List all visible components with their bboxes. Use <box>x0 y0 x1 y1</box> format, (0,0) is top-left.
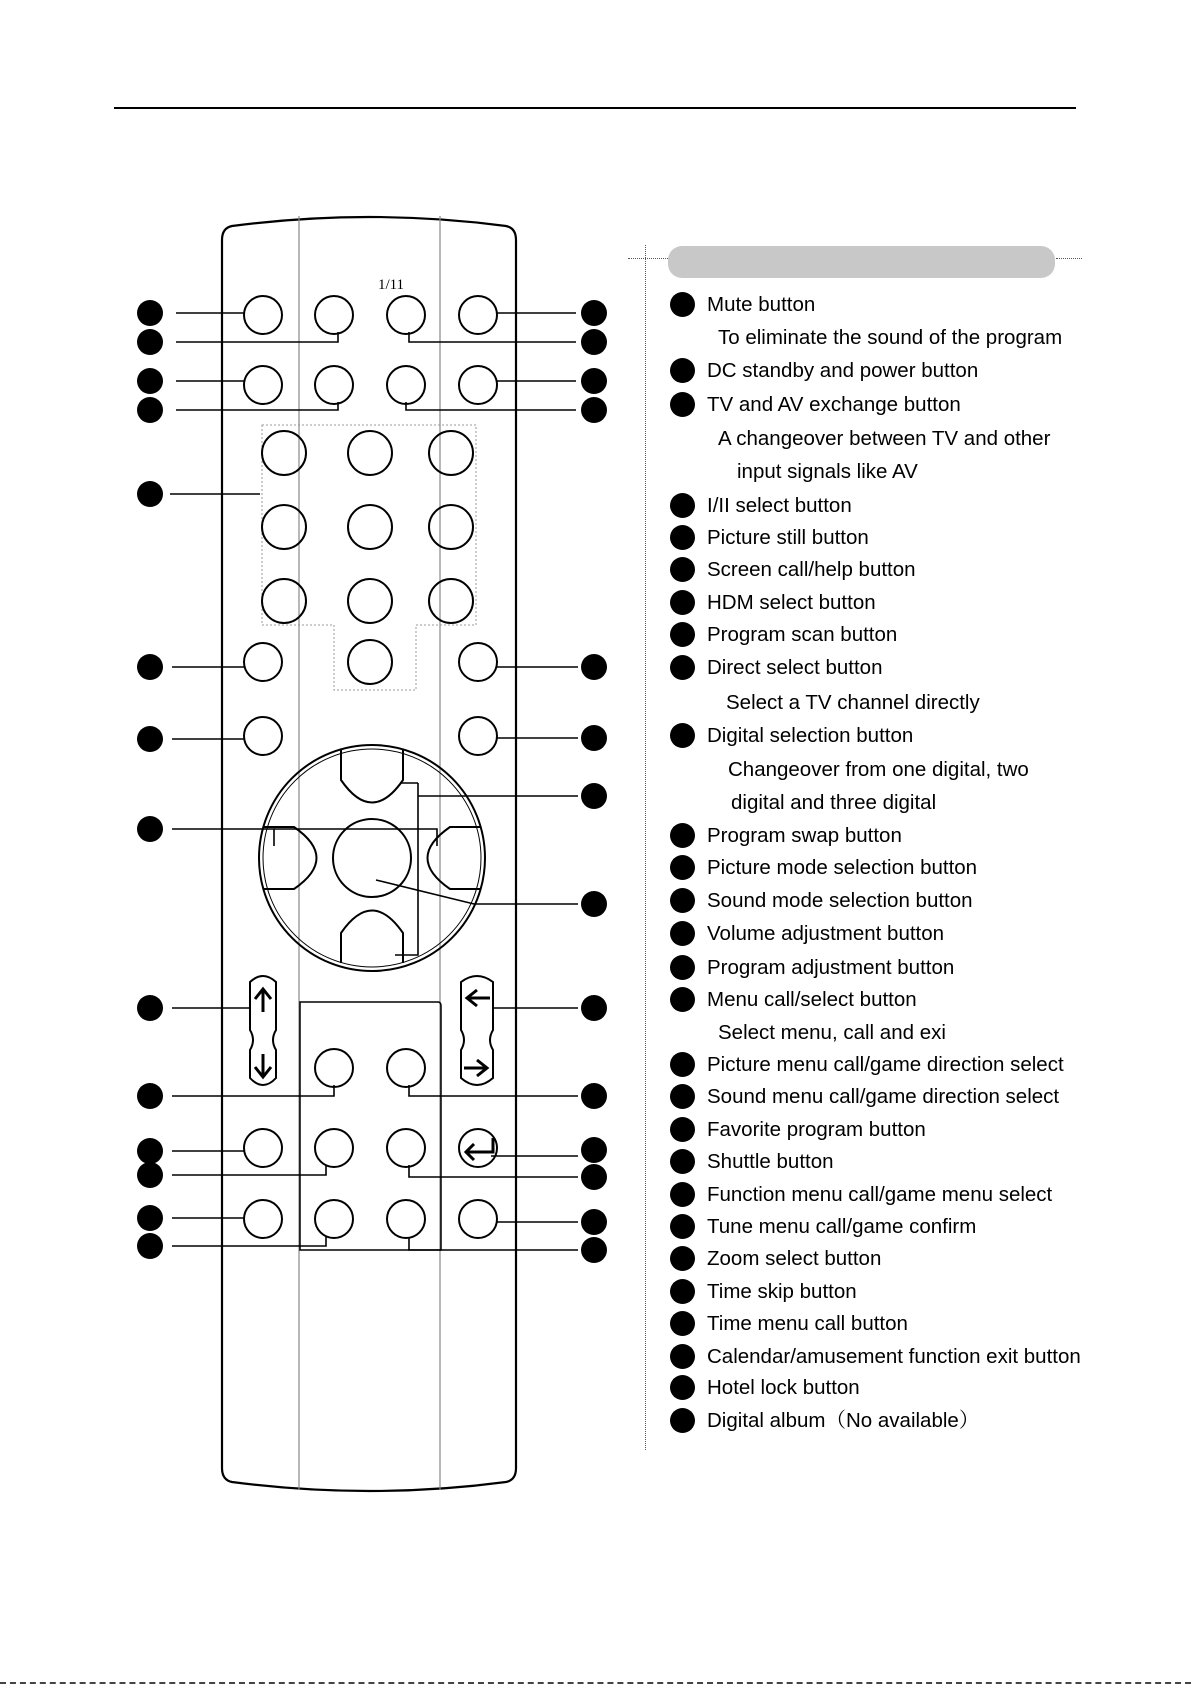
bullet-dot <box>670 292 695 317</box>
description-text: Calendar/amusement function exit button <box>707 1345 1081 1368</box>
description-text: Sound menu call/game direction select <box>707 1085 1060 1108</box>
callout-dot <box>137 329 163 355</box>
nav-right-button[interactable] <box>428 827 481 889</box>
remote-button[interactable] <box>387 366 425 404</box>
bullet-dot <box>670 590 695 615</box>
bullet-dot <box>670 921 695 946</box>
leader-line <box>409 1085 578 1096</box>
callout-dot <box>137 397 163 423</box>
callout-dot <box>137 1138 163 1164</box>
remote-button[interactable] <box>315 366 353 404</box>
bullet-dot <box>670 1246 695 1271</box>
bullet-dot <box>670 1344 695 1369</box>
bullet-dot <box>670 955 695 980</box>
bullet-dot <box>670 655 695 680</box>
bullet-dot <box>670 1279 695 1304</box>
description-text: DC standby and power button <box>707 359 979 382</box>
callout-dot <box>581 368 607 394</box>
callout-dot <box>581 995 607 1021</box>
leader-line <box>172 1237 326 1246</box>
callout-dot <box>137 481 163 507</box>
description-text: Shuttle button <box>707 1150 834 1173</box>
bullet-dot <box>670 1149 695 1174</box>
description-text: Direct select button <box>707 656 883 679</box>
remote-outline <box>222 217 516 1491</box>
leader-line <box>406 402 576 410</box>
bullet-dot <box>670 392 695 417</box>
description-text: Screen call/help button <box>707 558 916 581</box>
description-text: input signals like AV <box>737 460 918 483</box>
callout-dot <box>581 397 607 423</box>
bullet-dot <box>670 1052 695 1077</box>
callout-dot <box>137 300 163 326</box>
label-1-11: 1/11 <box>377 277 405 293</box>
description-text: Hotel lock button <box>707 1376 860 1399</box>
callout-dot <box>581 1209 607 1235</box>
bullet-dot <box>670 723 695 748</box>
bullet-dot <box>670 493 695 518</box>
description-text: Digital album（No available） <box>707 1409 980 1432</box>
callout-dot <box>581 1164 607 1190</box>
column-divider <box>645 245 646 1450</box>
remote-button[interactable] <box>315 1200 353 1238</box>
remote-button[interactable] <box>244 296 282 334</box>
bullet-dot <box>670 358 695 383</box>
description-text: Picture menu call/game direction select <box>707 1053 1064 1076</box>
leader-line <box>409 1165 578 1177</box>
description-text: digital and three digital <box>731 791 937 814</box>
bullet-dot <box>670 1084 695 1109</box>
remote-button[interactable] <box>429 505 473 549</box>
description-text: TV and AV exchange button <box>707 393 961 416</box>
remote-button[interactable] <box>459 1200 497 1238</box>
description-text: Time skip button <box>707 1280 857 1303</box>
description-text: Volume adjustment button <box>707 922 945 945</box>
callout-dot <box>137 1083 163 1109</box>
remote-button[interactable] <box>459 643 497 681</box>
description-text: To eliminate the sound of the program <box>718 326 1063 349</box>
remote-button[interactable] <box>244 643 282 681</box>
nav-left-button[interactable] <box>264 827 317 889</box>
description-text: Menu call/select button <box>707 988 917 1011</box>
remote-button[interactable] <box>387 1129 425 1167</box>
leader-line <box>409 1238 578 1250</box>
description-text: Sound mode selection button <box>707 889 973 912</box>
bullet-dot <box>670 1311 695 1336</box>
description-text: A changeover between TV and other <box>718 427 1051 450</box>
description-text: Program adjustment button <box>707 956 955 979</box>
description-text: Digital selection button <box>707 724 914 747</box>
leader-line <box>409 332 576 342</box>
callout-dot <box>137 726 163 752</box>
bullet-dot <box>670 525 695 550</box>
remote-button[interactable] <box>387 1049 425 1087</box>
remote-button[interactable] <box>315 296 353 334</box>
leader-line <box>172 1085 334 1096</box>
bullet-dot <box>670 855 695 880</box>
bottom-rule <box>0 1682 1191 1684</box>
bullet-dot <box>670 557 695 582</box>
callout-dot <box>137 1205 163 1231</box>
description-text: HDM select button <box>707 591 876 614</box>
bullet-dot <box>670 1117 695 1142</box>
callout-dot <box>581 329 607 355</box>
bullet-dot <box>670 823 695 848</box>
nav-down-button[interactable] <box>341 911 403 964</box>
callout-dot <box>581 1083 607 1109</box>
remote-button[interactable] <box>459 366 497 404</box>
remote-button[interactable] <box>315 1049 353 1087</box>
description-text: Changeover from one digital, two <box>728 758 1029 781</box>
callout-dot <box>581 783 607 809</box>
remote-button[interactable] <box>244 366 282 404</box>
description-text: Program swap button <box>707 824 902 847</box>
description-text: Program scan button <box>707 623 898 646</box>
description-text: Tune menu call/game confirm <box>707 1215 977 1238</box>
callout-dot <box>137 995 163 1021</box>
callout-dot <box>581 725 607 751</box>
remote-button[interactable] <box>387 1200 425 1238</box>
callout-dot <box>137 368 163 394</box>
bullet-dot <box>670 622 695 647</box>
remote-button[interactable] <box>459 1129 497 1167</box>
description-text: Zoom select button <box>707 1247 882 1270</box>
description-text: Select menu, call and exi <box>718 1021 946 1044</box>
remote-button[interactable] <box>244 1200 282 1238</box>
leader-line <box>395 783 418 955</box>
description-text: Select a TV channel directly <box>726 691 980 714</box>
description-text: I/II select button <box>707 494 852 517</box>
callout-dot <box>581 1237 607 1263</box>
remote-button[interactable] <box>348 431 392 475</box>
remote-button[interactable] <box>429 431 473 475</box>
callout-dot <box>581 300 607 326</box>
bullet-dot <box>670 1182 695 1207</box>
bullet-dot <box>670 888 695 913</box>
remote-button[interactable] <box>348 640 392 684</box>
description-text: Favorite program button <box>707 1118 926 1141</box>
bullet-dot <box>670 987 695 1012</box>
callout-dot <box>581 1137 607 1163</box>
bullet-dot <box>670 1375 695 1400</box>
bullet-dot <box>670 1408 695 1433</box>
remote-button[interactable] <box>348 579 392 623</box>
remote-button[interactable] <box>429 579 473 623</box>
description-text: Function menu call/game menu select <box>707 1183 1053 1206</box>
remote-button[interactable] <box>244 1129 282 1167</box>
remote-button[interactable] <box>348 505 392 549</box>
remote-button[interactable] <box>459 296 497 334</box>
callout-dot <box>137 816 163 842</box>
callout-dot <box>137 1162 163 1188</box>
nav-up-button[interactable] <box>341 750 403 803</box>
description-text: Time menu call button <box>707 1312 908 1335</box>
callout-dot <box>581 891 607 917</box>
description-text: Picture mode selection button <box>707 856 978 879</box>
description-text: Picture still button <box>707 526 869 549</box>
bullet-dot <box>670 1214 695 1239</box>
description-list <box>670 0 1080 1685</box>
remote-button[interactable] <box>387 296 425 334</box>
callout-dot <box>137 654 163 680</box>
callout-dot <box>581 654 607 680</box>
remote-button[interactable] <box>315 1129 353 1167</box>
leader-line <box>172 1165 326 1175</box>
remote-button[interactable] <box>459 717 497 755</box>
callout-dot <box>137 1233 163 1259</box>
description-text: Mute button <box>707 293 816 316</box>
remote-button[interactable] <box>244 717 282 755</box>
